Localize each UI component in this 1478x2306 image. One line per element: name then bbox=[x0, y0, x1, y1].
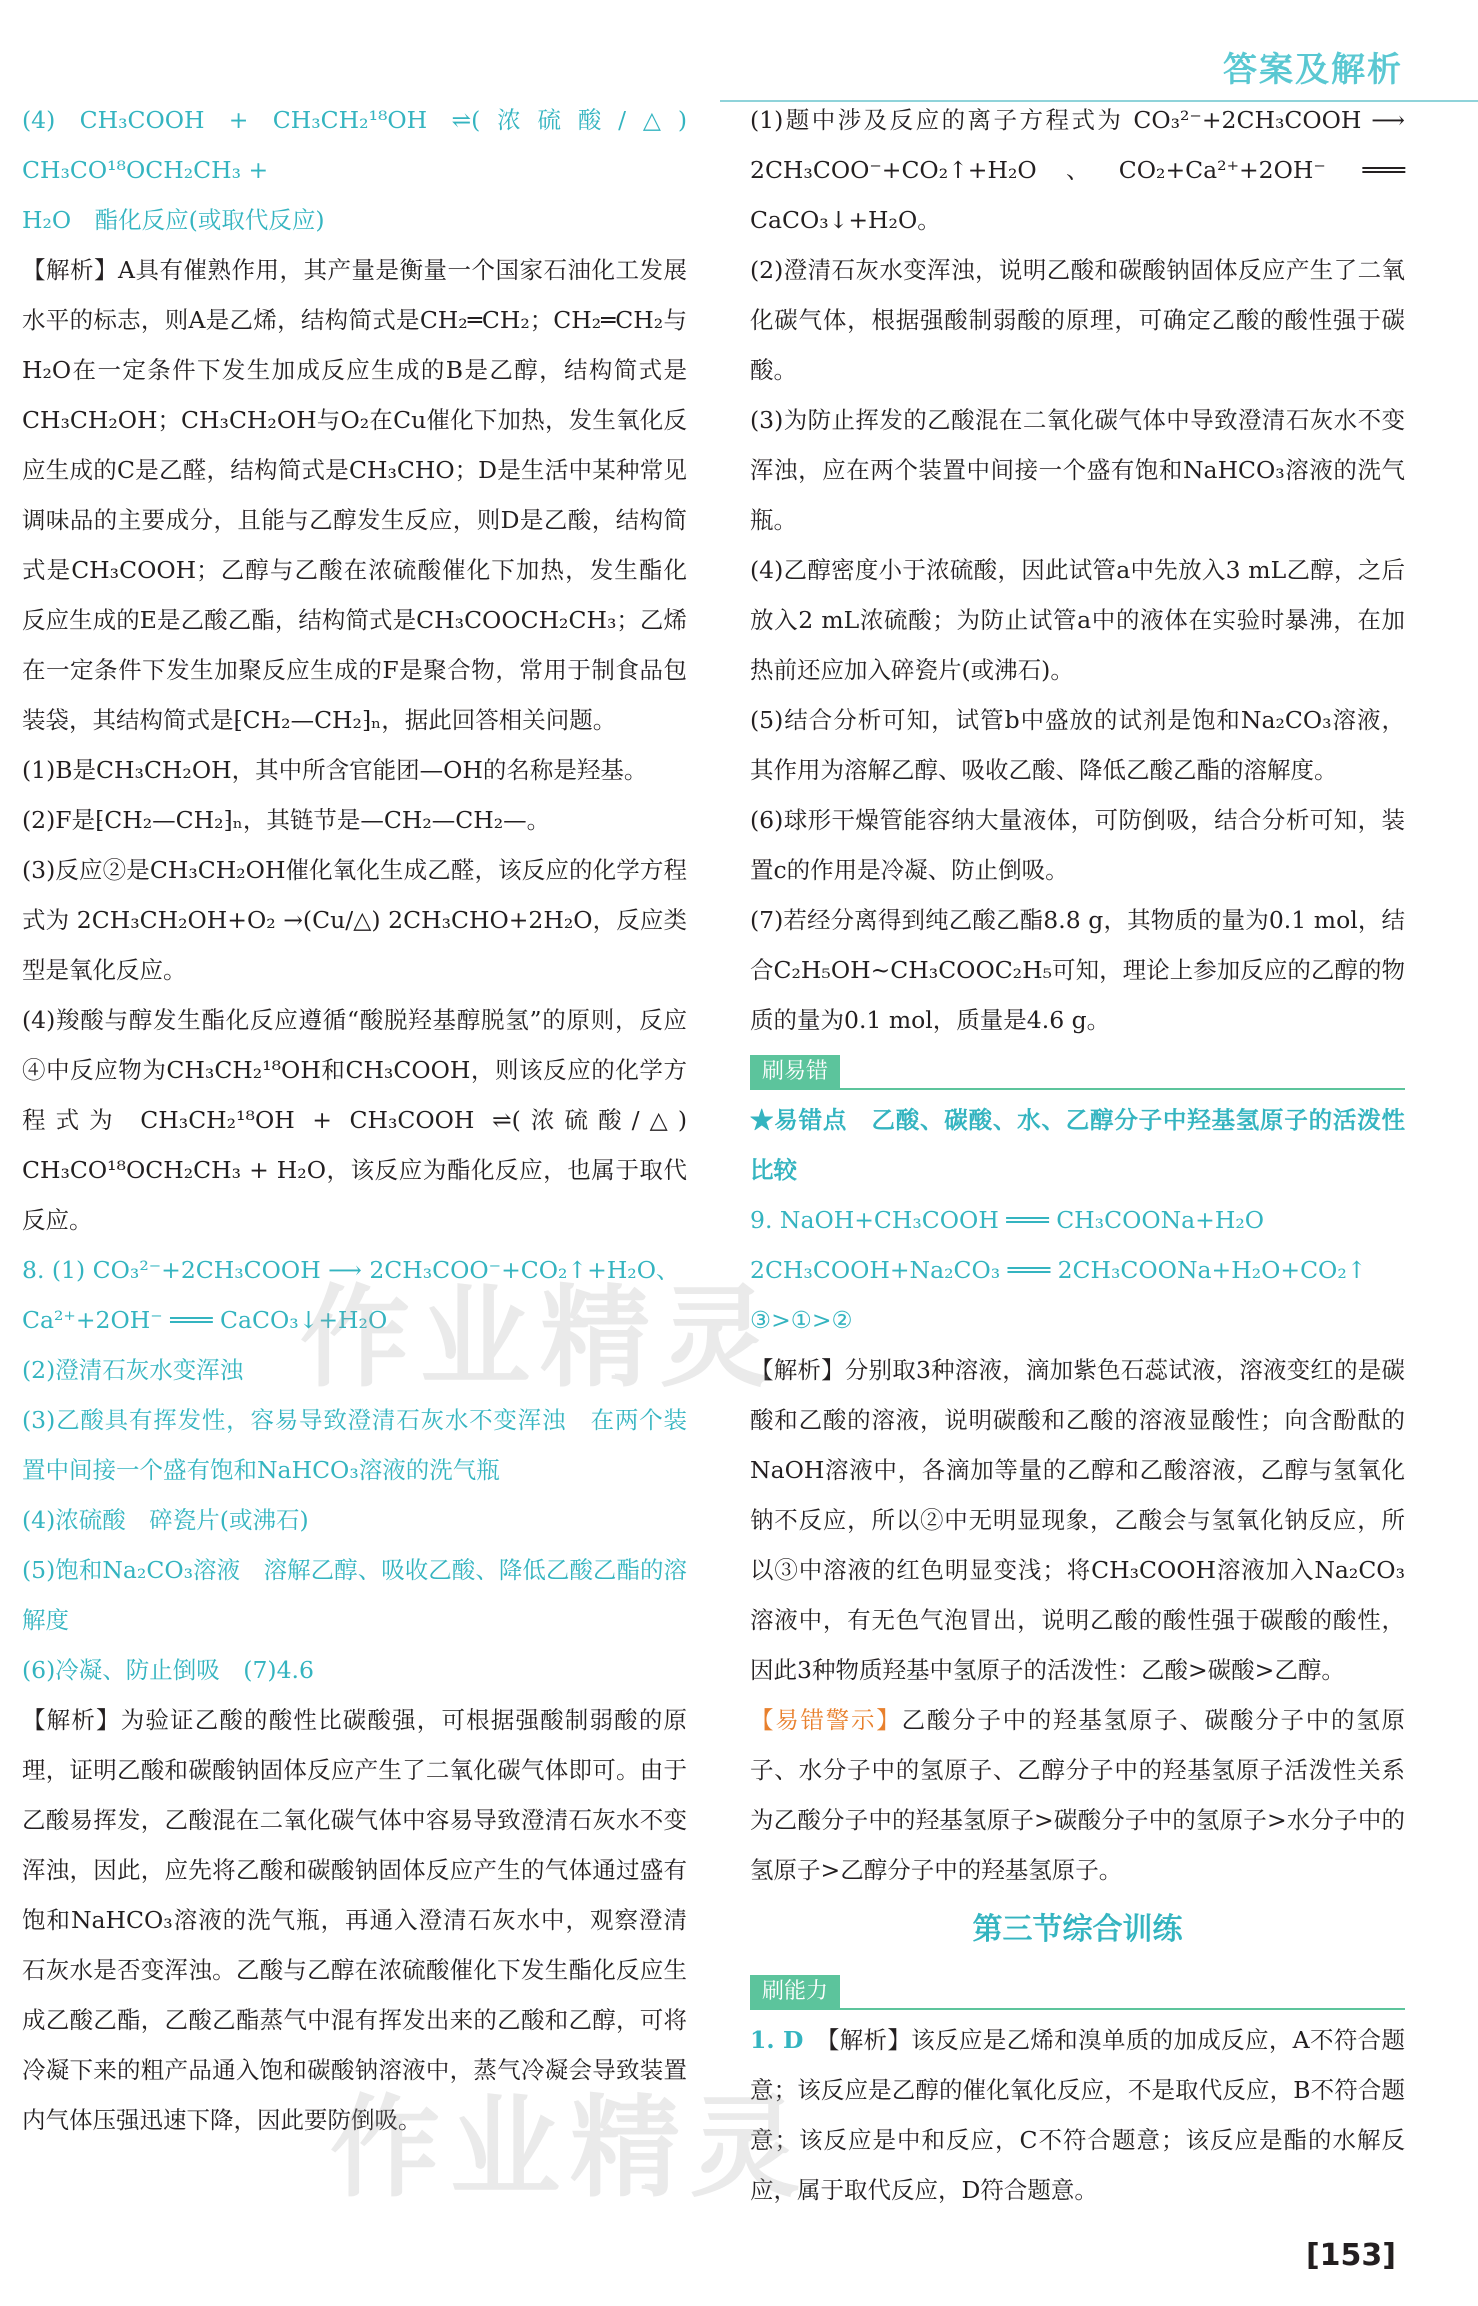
paragraph: (5)结合分析可知，试管b中盛放的试剂是饱和Na₂CO₃溶液，其作用为溶解乙醇、吸收乙酸、降低乙酸乙酯的溶解度。 bbox=[750, 706, 1405, 784]
right-column bbox=[750, 95, 1405, 2215]
header-title: 答案及解析 bbox=[1223, 50, 1403, 90]
right-top-paragraphs bbox=[750, 95, 1405, 1045]
error-point-heading: ★易错点 乙酸、碳酸、水、乙醇分子中羟基氢原子的活泼性比较 bbox=[750, 1106, 1405, 1184]
paragraph: (4)乙醇密度小于浓硫酸，因此试管a中先放入3 mL乙醇，之后放入2 mL浓硫酸；为防止试管a中的液体在实验时暴沸，在加热前还应加入碎瓷片(或沸石)。 bbox=[750, 556, 1405, 684]
paragraph: H₂O 酯化反应(或取代反应) bbox=[22, 206, 325, 234]
answer-1-label: 1. D bbox=[750, 2026, 804, 2054]
watermark: 作业精灵 bbox=[330, 2084, 810, 2212]
section-tag-ability: 刷能力 bbox=[750, 1975, 840, 2009]
paragraph: (2)澄清石灰水变浑浊，说明乙酸和碳酸钠固体反应产生了二氧化碳气体，根据强酸制弱酸的原理，可确定乙酸的酸性强于碳酸。 bbox=[750, 256, 1405, 384]
analysis-9: 【解析】分别取3种溶液，滴加紫色石蕊试液，溶液变红的是碳酸和乙酸的溶液，说明碳酸和乙酸的溶液显酸性；向含酚酞的NaOH溶液中，各滴加等量的乙醇和乙酸溶液，乙醇与氢氧化钠不反应，所以②中无明显现象，乙酸会与氢氧化钠反应，所以③中溶液的红色明显变浅；将CH₃COOH溶液加入Na₂CO₃溶液中，有无色气泡冒出，说明乙酸的酸性强于碳酸的酸性，因此3种物质羟基中氢原子的活泼性：乙酸>碳酸>乙醇。 bbox=[750, 1356, 1405, 1684]
paragraph: Ca²⁺+2OH⁻ ═══ CaCO₃↓+H₂O bbox=[22, 1306, 388, 1334]
paragraph: (3)反应②是CH₃CH₂OH催化氧化生成乙醛，该反应的化学方程式为 2CH₃CH₂OH+O₂ →(Cu/△) 2CH₃CHO+2H₂O，反应类型是氧化反应。 bbox=[22, 856, 687, 984]
paragraph: (5)饱和Na₂CO₃溶液 溶解乙醇、吸收乙酸、降低乙酸乙酯的溶解度 bbox=[22, 1556, 687, 1634]
section-tag-error: 刷易错 bbox=[750, 1055, 840, 1089]
page-number: [153] bbox=[1305, 2238, 1396, 2273]
answer-1-text: 【解析】该反应是乙烯和溴单质的加成反应，A不符合题意；该反应是乙醇的催化氧化反应，不是取代反应，B不符合题意；该反应是中和反应，C不符合题意；该反应是酯的水解反应，属于取代反应，D符合题意。 bbox=[750, 2026, 1405, 2204]
paragraph: 8. (1) CO₃²⁻+2CH₃COOH ⟶ 2CH₃COO⁻+CO₂↑+H₂O、 bbox=[22, 1256, 680, 1284]
paragraph: 2CH₃COOH+Na₂CO₃ ═══ 2CH₃COONa+H₂O+CO₂↑ bbox=[750, 1256, 1367, 1284]
warning-text: 乙酸分子中的羟基氢原子、碳酸分子中的氢原子、水分子中的氢原子、乙醇分子中的羟基氢原子活泼性关系为乙酸分子中的羟基氢原子>碳酸分子中的氢原子>水分子中的氢原子>乙醇分子中的羟基氢原子。 bbox=[750, 1706, 1406, 1884]
paragraph: ③>①>② bbox=[750, 1306, 853, 1334]
paragraph: (3)乙酸具有挥发性，容易导致澄清石灰水不变浑浊 在两个装置中间接一个盛有饱和NaHCO₃溶液的洗气瓶 bbox=[22, 1406, 687, 1484]
watermark: 作业精灵 bbox=[300, 1274, 780, 1402]
section-tag-line-2 bbox=[750, 1965, 1405, 2015]
paragraph: 【解析】A具有催熟作用，其产量是衡量一个国家石油化工发展水平的标志，则A是乙烯，结构简式是CH₂═CH₂；CH₂═CH₂与H₂O在一定条件下发生加成反应生成的B是乙醇，结构简式是CH₃CH₂OH；CH₃CH₂OH与O₂在Cu催化下加热，发生氧化反应生成的C是乙醛，结构简式是CH₃CHO；D是生活中某种常见调味品的主要成分，且能与乙醇发生反应，则D是乙酸，结构简式是CH₃COOH；乙醇与乙酸在浓硫酸催化下加热，发生酯化反应生成的E是乙酸乙酯，结构简式是CH₃COOCH₂CH₃；乙烯在一定条件下发生加聚反应生成的F是聚合物，常用于制食品包装袋，其结构简式是⁅CH₂—CH₂⁆ₙ，据此回答相关问题。 bbox=[22, 256, 687, 734]
paragraph: (7)若经分离得到纯乙酸乙酯8.8 g，其物质的量为0.1 mol，结合C₂H₅OH~CH₃COOC₂H₅可知，理论上参加反应的乙醇的物质的量为0.1 mol，质量是4.6 g。 bbox=[750, 906, 1405, 1034]
paragraph: (6)冷凝、防止倒吸 (7)4.6 bbox=[22, 1656, 314, 1684]
paragraph: (2)F是⁅CH₂—CH₂⁆ₙ，其链节是—CH₂—CH₂—。 bbox=[22, 806, 551, 834]
answer-9 bbox=[750, 1195, 1405, 1345]
page-number-value: 153 bbox=[1319, 2238, 1383, 2273]
section-tag-line-1 bbox=[750, 1045, 1405, 1095]
paragraph: 【解析】为验证乙酸的酸性比碳酸强，可根据强酸制弱酸的原理，证明乙酸和碳酸钠固体反应产生了二氧化碳气体即可。由于乙酸易挥发，乙酸混在二氧化碳气体中容易导致澄清石灰水不变浑浊，因此，应先将乙酸和碳酸钠固体反应产生的气体通过盛有饱和NaHCO₃溶液的洗气瓶，再通入澄清石灰水中，观察澄清石灰水是否变浑浊。乙酸与乙醇在浓硫酸催化下发生酯化反应生成乙酸乙酯，乙酸乙酯蒸气中混有挥发出来的乙酸和乙醇，可将冷凝下来的粗产品通入饱和碳酸钠溶液中，蒸气冷凝会导致装置内气体压强迅速下降，因此要防倒吸。 bbox=[22, 1706, 687, 2134]
left-column bbox=[22, 95, 687, 2145]
section-title: 第三节综合训练 bbox=[972, 1912, 1183, 1947]
answer-1 bbox=[750, 2015, 1405, 2215]
paragraph: (4) CH₃COOH + CH₃CH₂¹⁸OH ⇌(浓硫酸/△) CH₃CO¹⁸OCH₂CH₃ + bbox=[22, 106, 687, 184]
paragraph: (6)球形干燥管能容纳大量液体，可防倒吸，结合分析可知，装置c的作用是冷凝、防止倒吸。 bbox=[750, 806, 1405, 884]
paragraph: (3)为防止挥发的乙酸混在二氧化碳气体中导致澄清石灰水不变浑浊，应在两个装置中间接一个盛有饱和NaHCO₃溶液的洗气瓶。 bbox=[750, 406, 1405, 534]
paragraph: (2)澄清石灰水变浑浊 bbox=[22, 1356, 244, 1384]
page-header bbox=[0, 0, 1478, 100]
paragraph: (4)羧酸与醇发生酯化反应遵循“酸脱羟基醇脱氢”的原则，反应④中反应物为CH₃CH₂¹⁸OH和CH₃COOH，则该反应的化学方程式为 CH₃CH₂¹⁸OH + CH₃COOH ⇌(浓硫酸/△) CH₃CO¹⁸OCH₂CH₃ + H₂O，该反应为酯化反应，也属于取代反应。 bbox=[22, 1006, 687, 1234]
section-tag-rule bbox=[750, 2008, 1405, 2010]
section-tag-rule bbox=[750, 1088, 1405, 1090]
paragraph: 9. NaOH+CH₃COOH ═══ CH₃COONa+H₂O bbox=[750, 1206, 1265, 1234]
error-warning bbox=[750, 1695, 1405, 1895]
paragraph: (4)浓硫酸 碎瓷片(或沸石) bbox=[22, 1506, 309, 1534]
paragraph: (1)B是CH₃CH₂OH，其中所含官能团—OH的名称是羟基。 bbox=[22, 756, 648, 784]
warning-label: 【易错警示】 bbox=[750, 1706, 902, 1734]
paragraph: (1)题中涉及反应的离子方程式为 CO₃²⁻+2CH₃COOH ⟶ 2CH₃COO⁻+CO₂↑+H₂O、CO₂+Ca²⁺+2OH⁻ ═══ CaCO₃↓+H₂O。 bbox=[750, 106, 1405, 234]
